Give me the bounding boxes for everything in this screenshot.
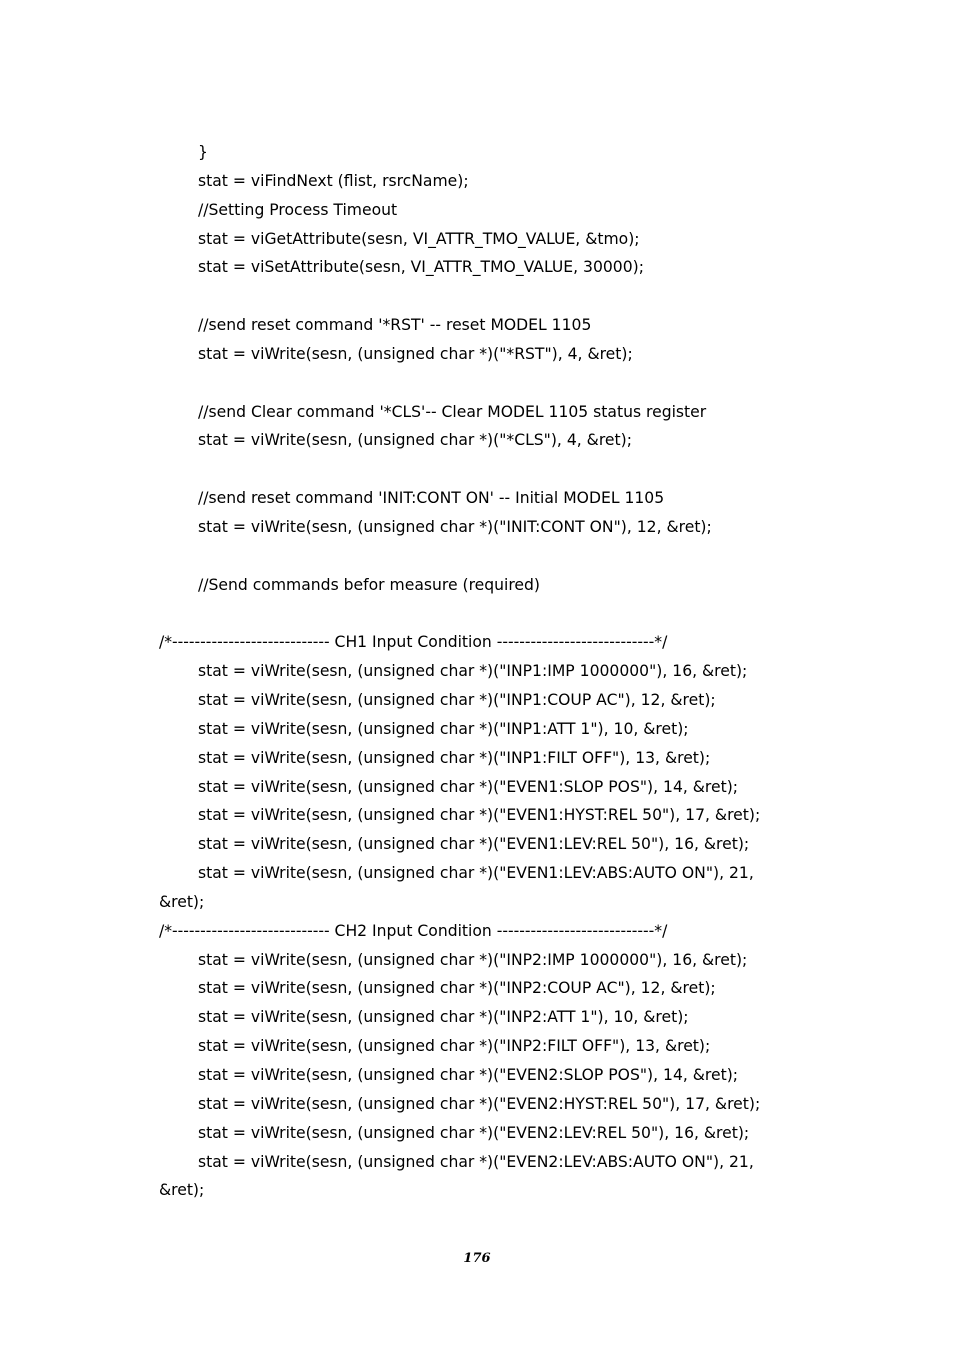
code-line: stat = viWrite(sesn, (unsigned char *)("INP1:COUP AC"), 12, &ret); [198, 691, 716, 710]
code-line: stat = viWrite(sesn, (unsigned char *)("INP2:IMP 1000000"), 16, &ret); [198, 950, 748, 969]
code-line: &ret); [159, 892, 205, 911]
code-line: stat = viWrite(sesn, (unsigned char *)("INP1:FILT OFF"), 13, &ret); [198, 748, 711, 767]
code-line: stat = viWrite(sesn, (unsigned char *)("*RST"), 4, &ret); [198, 344, 633, 363]
code-line: //send reset command '*RST' -- reset MODEL 1105 [198, 316, 592, 335]
code-line: stat = viGetAttribute(sesn, VI_ATTR_TMO_VALUE, &tmo); [198, 229, 640, 248]
blank-line [159, 600, 839, 629]
code-line: /*---------------------------- CH1 Input Condition ----------------------------*/ [159, 633, 668, 652]
code-line: stat = viWrite(sesn, (unsigned char *)("INP2:COUP AC"), 12, &ret); [198, 979, 716, 998]
code-line: //Setting Process Timeout [198, 200, 398, 219]
code-line: stat = viWrite(sesn, (unsigned char *)("EVEN1:LEV:REL 50"), 16, &ret); [198, 835, 750, 854]
code-line: stat = viWrite(sesn, (unsigned char *)("EVEN2:HYST:REL 50"), 17, &ret); [198, 1094, 761, 1113]
code-line: stat = viWrite(sesn, (unsigned char *)("INP2:ATT 1"), 10, &ret); [198, 1008, 689, 1027]
code-line: stat = viWrite(sesn, (unsigned char *)("EVEN2:LEV:ABS:AUTO ON"), 21, [198, 1152, 754, 1171]
code-line: stat = viWrite(sesn, (unsigned char *)("EVEN1:LEV:ABS:AUTO ON"), 21, [198, 864, 754, 883]
code-line: stat = viWrite(sesn, (unsigned char *)("INP1:ATT 1"), 10, &ret); [198, 719, 689, 738]
code-line: } [198, 143, 208, 161]
code-line: //send reset command 'INIT:CONT ON' -- Initial MODEL 1105 [198, 489, 665, 508]
code-line: stat = viSetAttribute(sesn, VI_ATTR_TMO_VALUE, 30000); [198, 258, 644, 277]
code-line: stat = viWrite(sesn, (unsigned char *)("EVEN1:HYST:REL 50"), 17, &ret); [198, 806, 761, 825]
code-line: stat = viWrite(sesn, (unsigned char *)("*CLS"), 4, &ret); [198, 431, 632, 450]
code-line: stat = viWrite(sesn, (unsigned char *)("EVEN1:SLOP POS"), 14, &ret); [198, 777, 739, 796]
blank-line [159, 542, 839, 571]
blank-line [159, 282, 839, 311]
code-line: //Send commands befor measure (required) [198, 575, 541, 594]
code-line: //send Clear command '*CLS'-- Clear MODEL 1105 status register [198, 402, 707, 421]
code-line: stat = viWrite(sesn, (unsigned char *)("INP1:IMP 1000000"), 16, &ret); [198, 662, 748, 681]
code-line: stat = viWrite(sesn, (unsigned char *)("INP2:FILT OFF"), 13, &ret); [198, 1037, 711, 1056]
code-line: stat = viWrite(sesn, (unsigned char *)("INIT:CONT ON"), 12, &ret); [198, 517, 712, 536]
blank-line [159, 455, 839, 484]
code-line: stat = viFindNext (flist, rsrcName); [198, 171, 469, 190]
page-number: 176 [463, 1251, 491, 1266]
code-line: stat = viWrite(sesn, (unsigned char *)("EVEN2:LEV:REL 50"), 16, &ret); [198, 1123, 750, 1142]
code-line: /*---------------------------- CH2 Input Condition ----------------------------*/ [159, 921, 668, 940]
code-listing [159, 138, 839, 1205]
code-line: &ret); [159, 1181, 205, 1200]
blank-line [159, 369, 839, 398]
code-line: stat = viWrite(sesn, (unsigned char *)("EVEN2:SLOP POS"), 14, &ret); [198, 1066, 739, 1084]
